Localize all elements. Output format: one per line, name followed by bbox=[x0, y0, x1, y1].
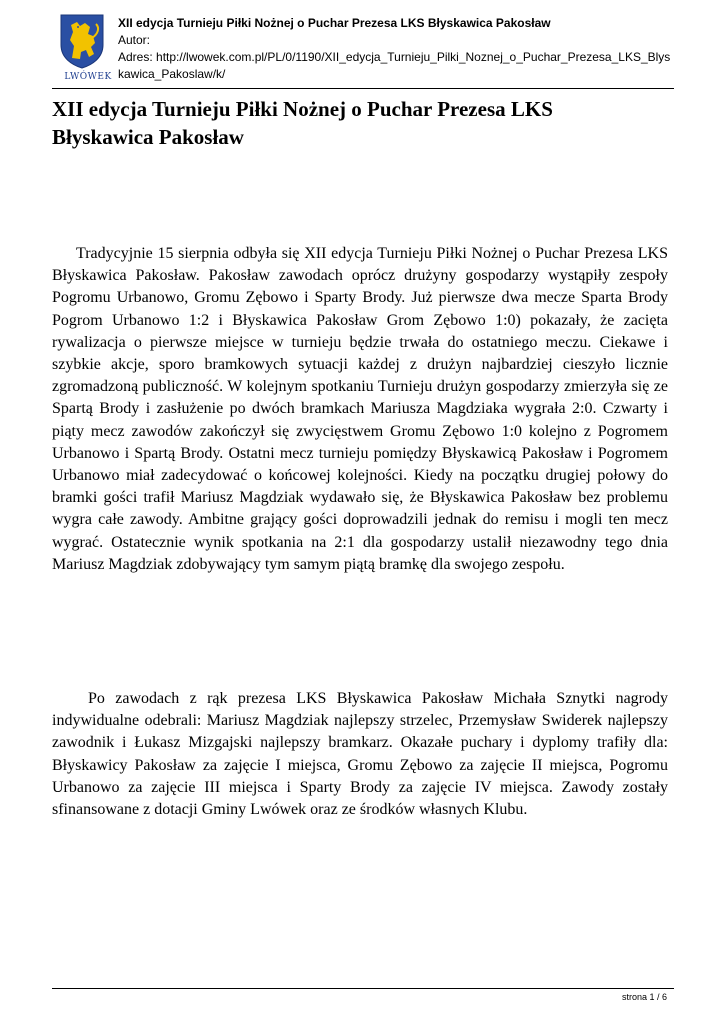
header-divider bbox=[52, 88, 674, 89]
header-title: XII edycja Turnieju Piłki Nożnej o Puchar Prezesa LKS Błyskawica Pakosław bbox=[118, 16, 551, 30]
logo-text: LWÓWEK bbox=[64, 72, 112, 82]
page-header bbox=[52, 10, 674, 86]
article-title: XII edycja Turnieju Piłki Nożnej o Puchar Prezesa LKS Błyskawica Pakosław bbox=[52, 97, 553, 149]
footer-divider bbox=[52, 988, 674, 989]
header-address: Adres: http://lwowek.com.pl/PL/0/1190/XII_edycja_Turnieju_Pilki_Noznej_o_Puchar_Prezesa_LKS_Blyskawica_Pakoslaw/k/ bbox=[118, 50, 671, 81]
lion-coat-of-arms-icon bbox=[58, 12, 112, 82]
header-meta bbox=[118, 15, 674, 83]
page-number: strona 1 / 6 bbox=[621, 992, 667, 1002]
header-author: Autor: bbox=[118, 33, 151, 47]
article-paragraph-2: Po zawodach z rąk prezesa LKS Błyskawica Pakosław Michała Sznytki nagrody indywidualne odebrali: Mariusz Magdziak najlepszy strzelec, Przemysław Swiderek najlepszy zawodnik i Łukasz Mizgajski najlepszy bramkarz. Okazałe puchary i dyplomy trafiły dla: Błyskawicy Pakosław za zajęcie I miejsca, Gromu Zębowo za zajęcie II miejsca, Pogromu Urbanowo za zajęcie III miejsca i Sparty Brody za zajęcie IV miejsca. Zawody zostały sfinansowane z dotacji Gminy Lwówek oraz ze środków własnych Klubu. bbox=[52, 690, 668, 819]
article-paragraph-1: Tradycyjnie 15 sierpnia odbyła się XII edycja Turnieju Piłki Nożnej o Puchar Prezesa LKS Błyskawica Pakosław. Pakosław zawodach oprócz drużyny gospodarzy wystąpiły zespoły Pogromu Urbanowo, Gromu Zębowo i Sparty Brody. Już pierwsze dwa mecze Sparta Brody Pogrom Urbanowo 1:2 i Błyskawica Pakosław Grom Zębowo 1:0) pokazały, że zacięta rywalizacja o pierwsze miejsce w turnieju będzie trwała do ostatniego meczu. Ciekawe i szybkie akcje, sporo bramkowych sytuacji każdej z drużyn najbardziej cieszyło licznie zgromadzoną publiczność. W kolejnym spotkaniu Turnieju drużyn gospodarzy zmierzyła się ze Spartą Brody i zasłużenie po dwóch bramkach Mariusza Magdziaka wygrała 2:0. Czwarty i piąty mecz zawodów zakończył się zwycięstwem Gromu Zębowo 1:0 kolejno z Pogromem Urbanowo i Spartą Brody. Ostatni mecz turnieju pomiędzy Błyskawicą Pakosław i Pogromem Urbanowo miał zadecydować o końcowej kolejności. Kiedy na początku drugiej połowy do bramki gości trafił Mariusz Magdziak wydawało się, że Błyskawica Pakosław bez problemu wygra całe zawody. Ambitne grający gości doprowadzili jednak do remisu i mogli ten mecz wygrać. Ostatecznie wynik spotkania na 2:1 dla gospodarzy ustalił niezawodny tego dnia Mariusz Magdziak zdobywający tym samym piątą bramkę dla swojego zespołu. bbox=[52, 245, 668, 573]
